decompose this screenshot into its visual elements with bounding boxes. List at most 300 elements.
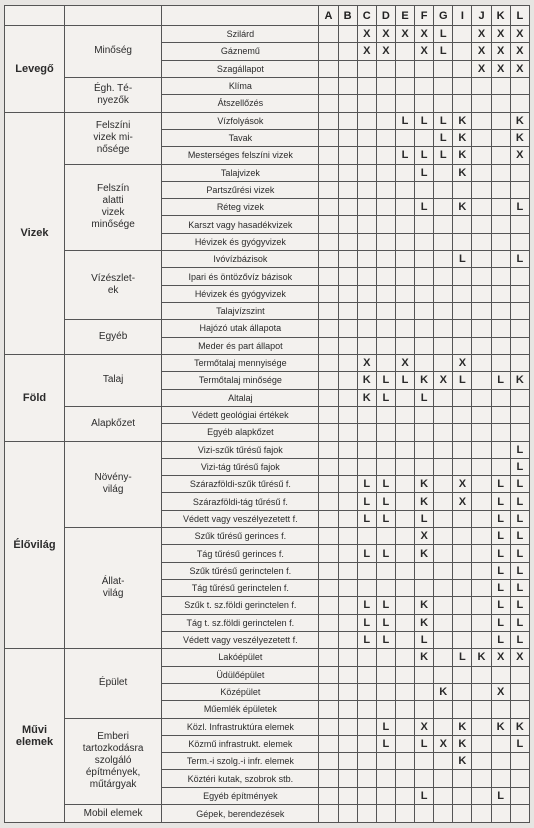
mark-cell-a bbox=[319, 805, 338, 823]
mark-cell-k bbox=[491, 95, 510, 112]
item-label: Karszt vagy hasadékvizek bbox=[162, 216, 319, 233]
mark-cell-d: L bbox=[376, 614, 395, 631]
subcategory-label: Emberi tartozkodásra szolgáló építmények, műtárgyak bbox=[64, 718, 161, 805]
item-label: Védett vagy veszélyezetett f. bbox=[162, 631, 319, 648]
mark-cell-i bbox=[453, 406, 472, 423]
mark-cell-l bbox=[510, 753, 529, 770]
mark-cell-a bbox=[319, 580, 338, 597]
mark-cell-g bbox=[434, 268, 453, 285]
mark-cell-a bbox=[319, 337, 338, 354]
mark-cell-l: L bbox=[510, 458, 529, 475]
mark-cell-i bbox=[453, 580, 472, 597]
mark-cell-e bbox=[395, 493, 414, 510]
mark-cell-k: L bbox=[491, 493, 510, 510]
mark-cell-g bbox=[434, 649, 453, 666]
mark-cell-j bbox=[472, 372, 491, 389]
mark-cell-j bbox=[472, 199, 491, 216]
mark-cell-k bbox=[491, 233, 510, 250]
mark-cell-b bbox=[338, 268, 357, 285]
mark-cell-f bbox=[415, 562, 434, 579]
mark-cell-l: X bbox=[510, 43, 529, 60]
mark-cell-b bbox=[338, 77, 357, 94]
category-label: Föld bbox=[5, 354, 65, 441]
item-label: Védett vagy veszélyezetett f. bbox=[162, 510, 319, 527]
mark-cell-d bbox=[376, 649, 395, 666]
mark-cell-b bbox=[338, 389, 357, 406]
mark-cell-f: X bbox=[415, 528, 434, 545]
table-row bbox=[5, 164, 530, 181]
mark-cell-e bbox=[395, 476, 414, 493]
mark-cell-e bbox=[395, 181, 414, 198]
mark-cell-a bbox=[319, 95, 338, 112]
mark-cell-i bbox=[453, 285, 472, 302]
mark-cell-e bbox=[395, 60, 414, 77]
mark-cell-c: L bbox=[357, 510, 376, 527]
mark-cell-a bbox=[319, 285, 338, 302]
item-label: Köztéri kutak, szobrok stb. bbox=[162, 770, 319, 787]
mark-cell-c bbox=[357, 320, 376, 337]
mark-cell-i bbox=[453, 510, 472, 527]
item-label: Szárazföldi-tág tűrésű f. bbox=[162, 493, 319, 510]
mark-cell-f: L bbox=[415, 147, 434, 164]
mark-cell-d: L bbox=[376, 389, 395, 406]
item-label: Lakóépület bbox=[162, 649, 319, 666]
mark-cell-c bbox=[357, 77, 376, 94]
mark-cell-a bbox=[319, 26, 338, 43]
mark-cell-f bbox=[415, 320, 434, 337]
mark-cell-g bbox=[434, 476, 453, 493]
mark-cell-a bbox=[319, 424, 338, 441]
mark-cell-e bbox=[395, 164, 414, 181]
mark-cell-g bbox=[434, 424, 453, 441]
mark-cell-l bbox=[510, 216, 529, 233]
mark-cell-f: X bbox=[415, 718, 434, 735]
mark-cell-b bbox=[338, 320, 357, 337]
item-label: Termőtalaj mennyisége bbox=[162, 354, 319, 371]
mark-cell-j bbox=[472, 337, 491, 354]
mark-cell-b bbox=[338, 233, 357, 250]
item-label: Tág tűrésű gerinces f. bbox=[162, 545, 319, 562]
mark-cell-k: X bbox=[491, 26, 510, 43]
mark-cell-l: K bbox=[510, 372, 529, 389]
mark-cell-c bbox=[357, 199, 376, 216]
mark-cell-l bbox=[510, 424, 529, 441]
mark-cell-c: L bbox=[357, 631, 376, 648]
mark-cell-c: X bbox=[357, 26, 376, 43]
mark-cell-f bbox=[415, 406, 434, 423]
mark-cell-b bbox=[338, 580, 357, 597]
mark-cell-e bbox=[395, 95, 414, 112]
mark-cell-c bbox=[357, 147, 376, 164]
mark-cell-k bbox=[491, 112, 510, 129]
mark-cell-g bbox=[434, 320, 453, 337]
mark-cell-a bbox=[319, 787, 338, 804]
mark-cell-a bbox=[319, 147, 338, 164]
column-header-a: A bbox=[319, 6, 338, 26]
mark-cell-g bbox=[434, 233, 453, 250]
mark-cell-f bbox=[415, 303, 434, 320]
mark-cell-c bbox=[357, 216, 376, 233]
mark-cell-i: K bbox=[453, 753, 472, 770]
table-row bbox=[5, 406, 530, 423]
mark-cell-c bbox=[357, 268, 376, 285]
mark-cell-k bbox=[491, 753, 510, 770]
mark-cell-b bbox=[338, 614, 357, 631]
mark-cell-c: K bbox=[357, 389, 376, 406]
item-label: Hajózó utak állapota bbox=[162, 320, 319, 337]
mark-cell-f bbox=[415, 337, 434, 354]
mark-cell-f bbox=[415, 701, 434, 718]
mark-cell-l bbox=[510, 354, 529, 371]
subcategory-label: Mobil elemek bbox=[64, 805, 161, 823]
mark-cell-g bbox=[434, 666, 453, 683]
mark-cell-b bbox=[338, 562, 357, 579]
mark-cell-e: X bbox=[395, 354, 414, 371]
column-header-e: E bbox=[395, 6, 414, 26]
mark-cell-j bbox=[472, 597, 491, 614]
mark-cell-k: L bbox=[491, 562, 510, 579]
mark-cell-a bbox=[319, 493, 338, 510]
mark-cell-b bbox=[338, 476, 357, 493]
mark-cell-i: K bbox=[453, 718, 472, 735]
mark-cell-l bbox=[510, 303, 529, 320]
mark-cell-i bbox=[453, 597, 472, 614]
item-label: Szagállapot bbox=[162, 60, 319, 77]
mark-cell-e bbox=[395, 631, 414, 648]
subcategory-label: Épület bbox=[64, 649, 161, 718]
item-label: Hévizek és gyógyvizek bbox=[162, 233, 319, 250]
mark-cell-f bbox=[415, 424, 434, 441]
mark-cell-d: L bbox=[376, 476, 395, 493]
mark-cell-j bbox=[472, 320, 491, 337]
mark-cell-d bbox=[376, 424, 395, 441]
mark-cell-g: L bbox=[434, 112, 453, 129]
mark-cell-b bbox=[338, 597, 357, 614]
header-blank-cell bbox=[5, 6, 65, 26]
mark-cell-c bbox=[357, 787, 376, 804]
mark-cell-j bbox=[472, 493, 491, 510]
mark-cell-i: X bbox=[453, 476, 472, 493]
mark-cell-b bbox=[338, 805, 357, 823]
mark-cell-j bbox=[472, 614, 491, 631]
mark-cell-c: X bbox=[357, 354, 376, 371]
mark-cell-j bbox=[472, 389, 491, 406]
mark-cell-c: L bbox=[357, 545, 376, 562]
table-row bbox=[5, 251, 530, 268]
subcategory-label: Talaj bbox=[64, 354, 161, 406]
mark-cell-a bbox=[319, 701, 338, 718]
item-label: Vizi-szűk tűrésű fajok bbox=[162, 441, 319, 458]
mark-cell-l bbox=[510, 285, 529, 302]
item-label: Szárazföldi-szűk tűrésű f. bbox=[162, 476, 319, 493]
mark-cell-k: L bbox=[491, 597, 510, 614]
mark-cell-i bbox=[453, 303, 472, 320]
mark-cell-e: L bbox=[395, 372, 414, 389]
mark-cell-c bbox=[357, 441, 376, 458]
mark-cell-d bbox=[376, 683, 395, 700]
mark-cell-c bbox=[357, 718, 376, 735]
mark-cell-c bbox=[357, 683, 376, 700]
mark-cell-f: L bbox=[415, 787, 434, 804]
mark-cell-k: L bbox=[491, 787, 510, 804]
mark-cell-d: X bbox=[376, 26, 395, 43]
mark-cell-l: X bbox=[510, 649, 529, 666]
item-label: Középület bbox=[162, 683, 319, 700]
mark-cell-i bbox=[453, 528, 472, 545]
mark-cell-i bbox=[453, 26, 472, 43]
mark-cell-f: K bbox=[415, 545, 434, 562]
mark-cell-j: K bbox=[472, 649, 491, 666]
mark-cell-l: L bbox=[510, 580, 529, 597]
mark-cell-e: L bbox=[395, 112, 414, 129]
mark-cell-e bbox=[395, 406, 414, 423]
mark-cell-k bbox=[491, 303, 510, 320]
mark-cell-i: K bbox=[453, 164, 472, 181]
mark-cell-f bbox=[415, 354, 434, 371]
mark-cell-g bbox=[434, 631, 453, 648]
mark-cell-f: K bbox=[415, 597, 434, 614]
mark-cell-f bbox=[415, 580, 434, 597]
mark-cell-g bbox=[434, 354, 453, 371]
mark-cell-l bbox=[510, 77, 529, 94]
mark-cell-b bbox=[338, 354, 357, 371]
mark-cell-d bbox=[376, 199, 395, 216]
mark-cell-d bbox=[376, 95, 395, 112]
item-label: Mesterséges felszíni vizek bbox=[162, 147, 319, 164]
mark-cell-i: L bbox=[453, 649, 472, 666]
mark-cell-i bbox=[453, 545, 472, 562]
mark-cell-k: L bbox=[491, 476, 510, 493]
item-label: Közl. Infrastruktúra elemek bbox=[162, 718, 319, 735]
mark-cell-f bbox=[415, 251, 434, 268]
mark-cell-g: X bbox=[434, 372, 453, 389]
mark-cell-i bbox=[453, 268, 472, 285]
mark-cell-e bbox=[395, 545, 414, 562]
mark-cell-a bbox=[319, 199, 338, 216]
mark-cell-l bbox=[510, 666, 529, 683]
mark-cell-e: X bbox=[395, 26, 414, 43]
item-label: Ipari és öntözővíz bázisok bbox=[162, 268, 319, 285]
mark-cell-a bbox=[319, 510, 338, 527]
mark-cell-k: L bbox=[491, 510, 510, 527]
item-label: Talajvizek bbox=[162, 164, 319, 181]
mark-cell-b bbox=[338, 770, 357, 787]
mark-cell-c bbox=[357, 112, 376, 129]
mark-cell-k: X bbox=[491, 683, 510, 700]
mark-cell-b bbox=[338, 441, 357, 458]
mark-cell-i: K bbox=[453, 735, 472, 752]
mark-cell-g bbox=[434, 493, 453, 510]
mark-cell-l: L bbox=[510, 493, 529, 510]
mark-cell-k: X bbox=[491, 60, 510, 77]
mark-cell-b bbox=[338, 199, 357, 216]
mark-cell-f bbox=[415, 458, 434, 475]
category-label: Élővilág bbox=[5, 441, 65, 649]
mark-cell-e bbox=[395, 562, 414, 579]
mark-cell-l bbox=[510, 268, 529, 285]
mark-cell-j bbox=[472, 683, 491, 700]
mark-cell-e bbox=[395, 441, 414, 458]
item-label: Hévizek és gyógyvizek bbox=[162, 285, 319, 302]
table-row bbox=[5, 26, 530, 43]
mark-cell-i bbox=[453, 701, 472, 718]
mark-cell-c: K bbox=[357, 372, 376, 389]
mark-cell-g bbox=[434, 545, 453, 562]
mark-cell-l: X bbox=[510, 26, 529, 43]
mark-cell-a bbox=[319, 441, 338, 458]
mark-cell-k bbox=[491, 147, 510, 164]
mark-cell-j bbox=[472, 268, 491, 285]
mark-cell-b bbox=[338, 545, 357, 562]
subcategory-label: Alapkőzet bbox=[64, 406, 161, 441]
mark-cell-i bbox=[453, 787, 472, 804]
subcategory-label: Felszíni vizek mi- nősége bbox=[64, 112, 161, 164]
table-row bbox=[5, 649, 530, 666]
mark-cell-f: L bbox=[415, 164, 434, 181]
mark-cell-g bbox=[434, 805, 453, 823]
mark-cell-d: L bbox=[376, 510, 395, 527]
mark-cell-k bbox=[491, 164, 510, 181]
mark-cell-d bbox=[376, 458, 395, 475]
mark-cell-l: X bbox=[510, 147, 529, 164]
subcategory-label: Felszín alatti vizek minősége bbox=[64, 164, 161, 251]
mark-cell-e bbox=[395, 268, 414, 285]
mark-cell-l bbox=[510, 337, 529, 354]
mark-cell-b bbox=[338, 285, 357, 302]
mark-cell-i bbox=[453, 389, 472, 406]
mark-cell-g bbox=[434, 164, 453, 181]
mark-cell-b bbox=[338, 43, 357, 60]
mark-cell-c bbox=[357, 337, 376, 354]
mark-cell-j bbox=[472, 562, 491, 579]
mark-cell-e bbox=[395, 389, 414, 406]
mark-cell-l: L bbox=[510, 735, 529, 752]
mark-cell-k bbox=[491, 129, 510, 146]
mark-cell-c: L bbox=[357, 614, 376, 631]
mark-cell-c: L bbox=[357, 493, 376, 510]
mark-cell-j bbox=[472, 303, 491, 320]
mark-cell-k bbox=[491, 458, 510, 475]
mark-cell-e bbox=[395, 683, 414, 700]
mark-cell-d: L bbox=[376, 545, 395, 562]
mark-cell-g bbox=[434, 753, 453, 770]
mark-cell-i: L bbox=[453, 251, 472, 268]
mark-cell-d bbox=[376, 181, 395, 198]
mark-cell-b bbox=[338, 510, 357, 527]
mark-cell-f: L bbox=[415, 112, 434, 129]
mark-cell-i bbox=[453, 631, 472, 648]
mark-cell-d bbox=[376, 147, 395, 164]
mark-cell-d bbox=[376, 216, 395, 233]
mark-cell-j bbox=[472, 753, 491, 770]
mark-cell-l: L bbox=[510, 251, 529, 268]
mark-cell-g: L bbox=[434, 147, 453, 164]
subcategory-label: Állat- világ bbox=[64, 528, 161, 649]
mark-cell-i bbox=[453, 562, 472, 579]
mark-cell-f bbox=[415, 233, 434, 250]
column-header-k: K bbox=[491, 6, 510, 26]
mark-cell-e bbox=[395, 77, 414, 94]
mark-cell-b bbox=[338, 251, 357, 268]
mark-cell-b bbox=[338, 683, 357, 700]
mark-cell-l bbox=[510, 406, 529, 423]
mark-cell-e bbox=[395, 337, 414, 354]
mark-cell-i bbox=[453, 770, 472, 787]
mark-cell-d bbox=[376, 805, 395, 823]
mark-cell-b bbox=[338, 337, 357, 354]
mark-cell-f bbox=[415, 60, 434, 77]
mark-cell-l: L bbox=[510, 545, 529, 562]
mark-cell-g bbox=[434, 441, 453, 458]
item-label: Gáznemű bbox=[162, 43, 319, 60]
mark-cell-c bbox=[357, 424, 376, 441]
mark-cell-l bbox=[510, 701, 529, 718]
mark-cell-c bbox=[357, 251, 376, 268]
mark-cell-a bbox=[319, 354, 338, 371]
mark-cell-l: K bbox=[510, 129, 529, 146]
mark-cell-j: X bbox=[472, 60, 491, 77]
mark-cell-k bbox=[491, 251, 510, 268]
mark-cell-e bbox=[395, 614, 414, 631]
mark-cell-g bbox=[434, 337, 453, 354]
mark-cell-d bbox=[376, 129, 395, 146]
mark-cell-f bbox=[415, 770, 434, 787]
mark-cell-b bbox=[338, 493, 357, 510]
mark-cell-l bbox=[510, 787, 529, 804]
mark-cell-b bbox=[338, 129, 357, 146]
mark-cell-i: K bbox=[453, 129, 472, 146]
column-header-f: F bbox=[415, 6, 434, 26]
mark-cell-e bbox=[395, 735, 414, 752]
mark-cell-e bbox=[395, 458, 414, 475]
mark-cell-e bbox=[395, 649, 414, 666]
mark-cell-j bbox=[472, 805, 491, 823]
mark-cell-b bbox=[338, 718, 357, 735]
mark-cell-g: X bbox=[434, 735, 453, 752]
mark-cell-g bbox=[434, 580, 453, 597]
column-header-l: L bbox=[510, 6, 529, 26]
mark-cell-k bbox=[491, 77, 510, 94]
mark-cell-f: X bbox=[415, 26, 434, 43]
column-header-c: C bbox=[357, 6, 376, 26]
mark-cell-i bbox=[453, 60, 472, 77]
mark-cell-e bbox=[395, 233, 414, 250]
mark-cell-d bbox=[376, 666, 395, 683]
mark-cell-d bbox=[376, 580, 395, 597]
mark-cell-i: K bbox=[453, 112, 472, 129]
table-row bbox=[5, 77, 530, 94]
mark-cell-d bbox=[376, 233, 395, 250]
mark-cell-a bbox=[319, 43, 338, 60]
mark-cell-d: L bbox=[376, 372, 395, 389]
mark-cell-d: L bbox=[376, 631, 395, 648]
mark-cell-l bbox=[510, 805, 529, 823]
mark-cell-e bbox=[395, 320, 414, 337]
mark-cell-e bbox=[395, 770, 414, 787]
mark-cell-f: L bbox=[415, 510, 434, 527]
mark-cell-c bbox=[357, 406, 376, 423]
mark-cell-l: L bbox=[510, 476, 529, 493]
mark-cell-j bbox=[472, 476, 491, 493]
mark-cell-c: L bbox=[357, 597, 376, 614]
item-label: Tág tűrésű gerinctelen f. bbox=[162, 580, 319, 597]
mark-cell-e bbox=[395, 597, 414, 614]
mark-cell-i: X bbox=[453, 354, 472, 371]
table-row bbox=[5, 441, 530, 458]
mark-cell-i bbox=[453, 805, 472, 823]
header-blank-cell bbox=[64, 6, 161, 26]
mark-cell-c bbox=[357, 528, 376, 545]
